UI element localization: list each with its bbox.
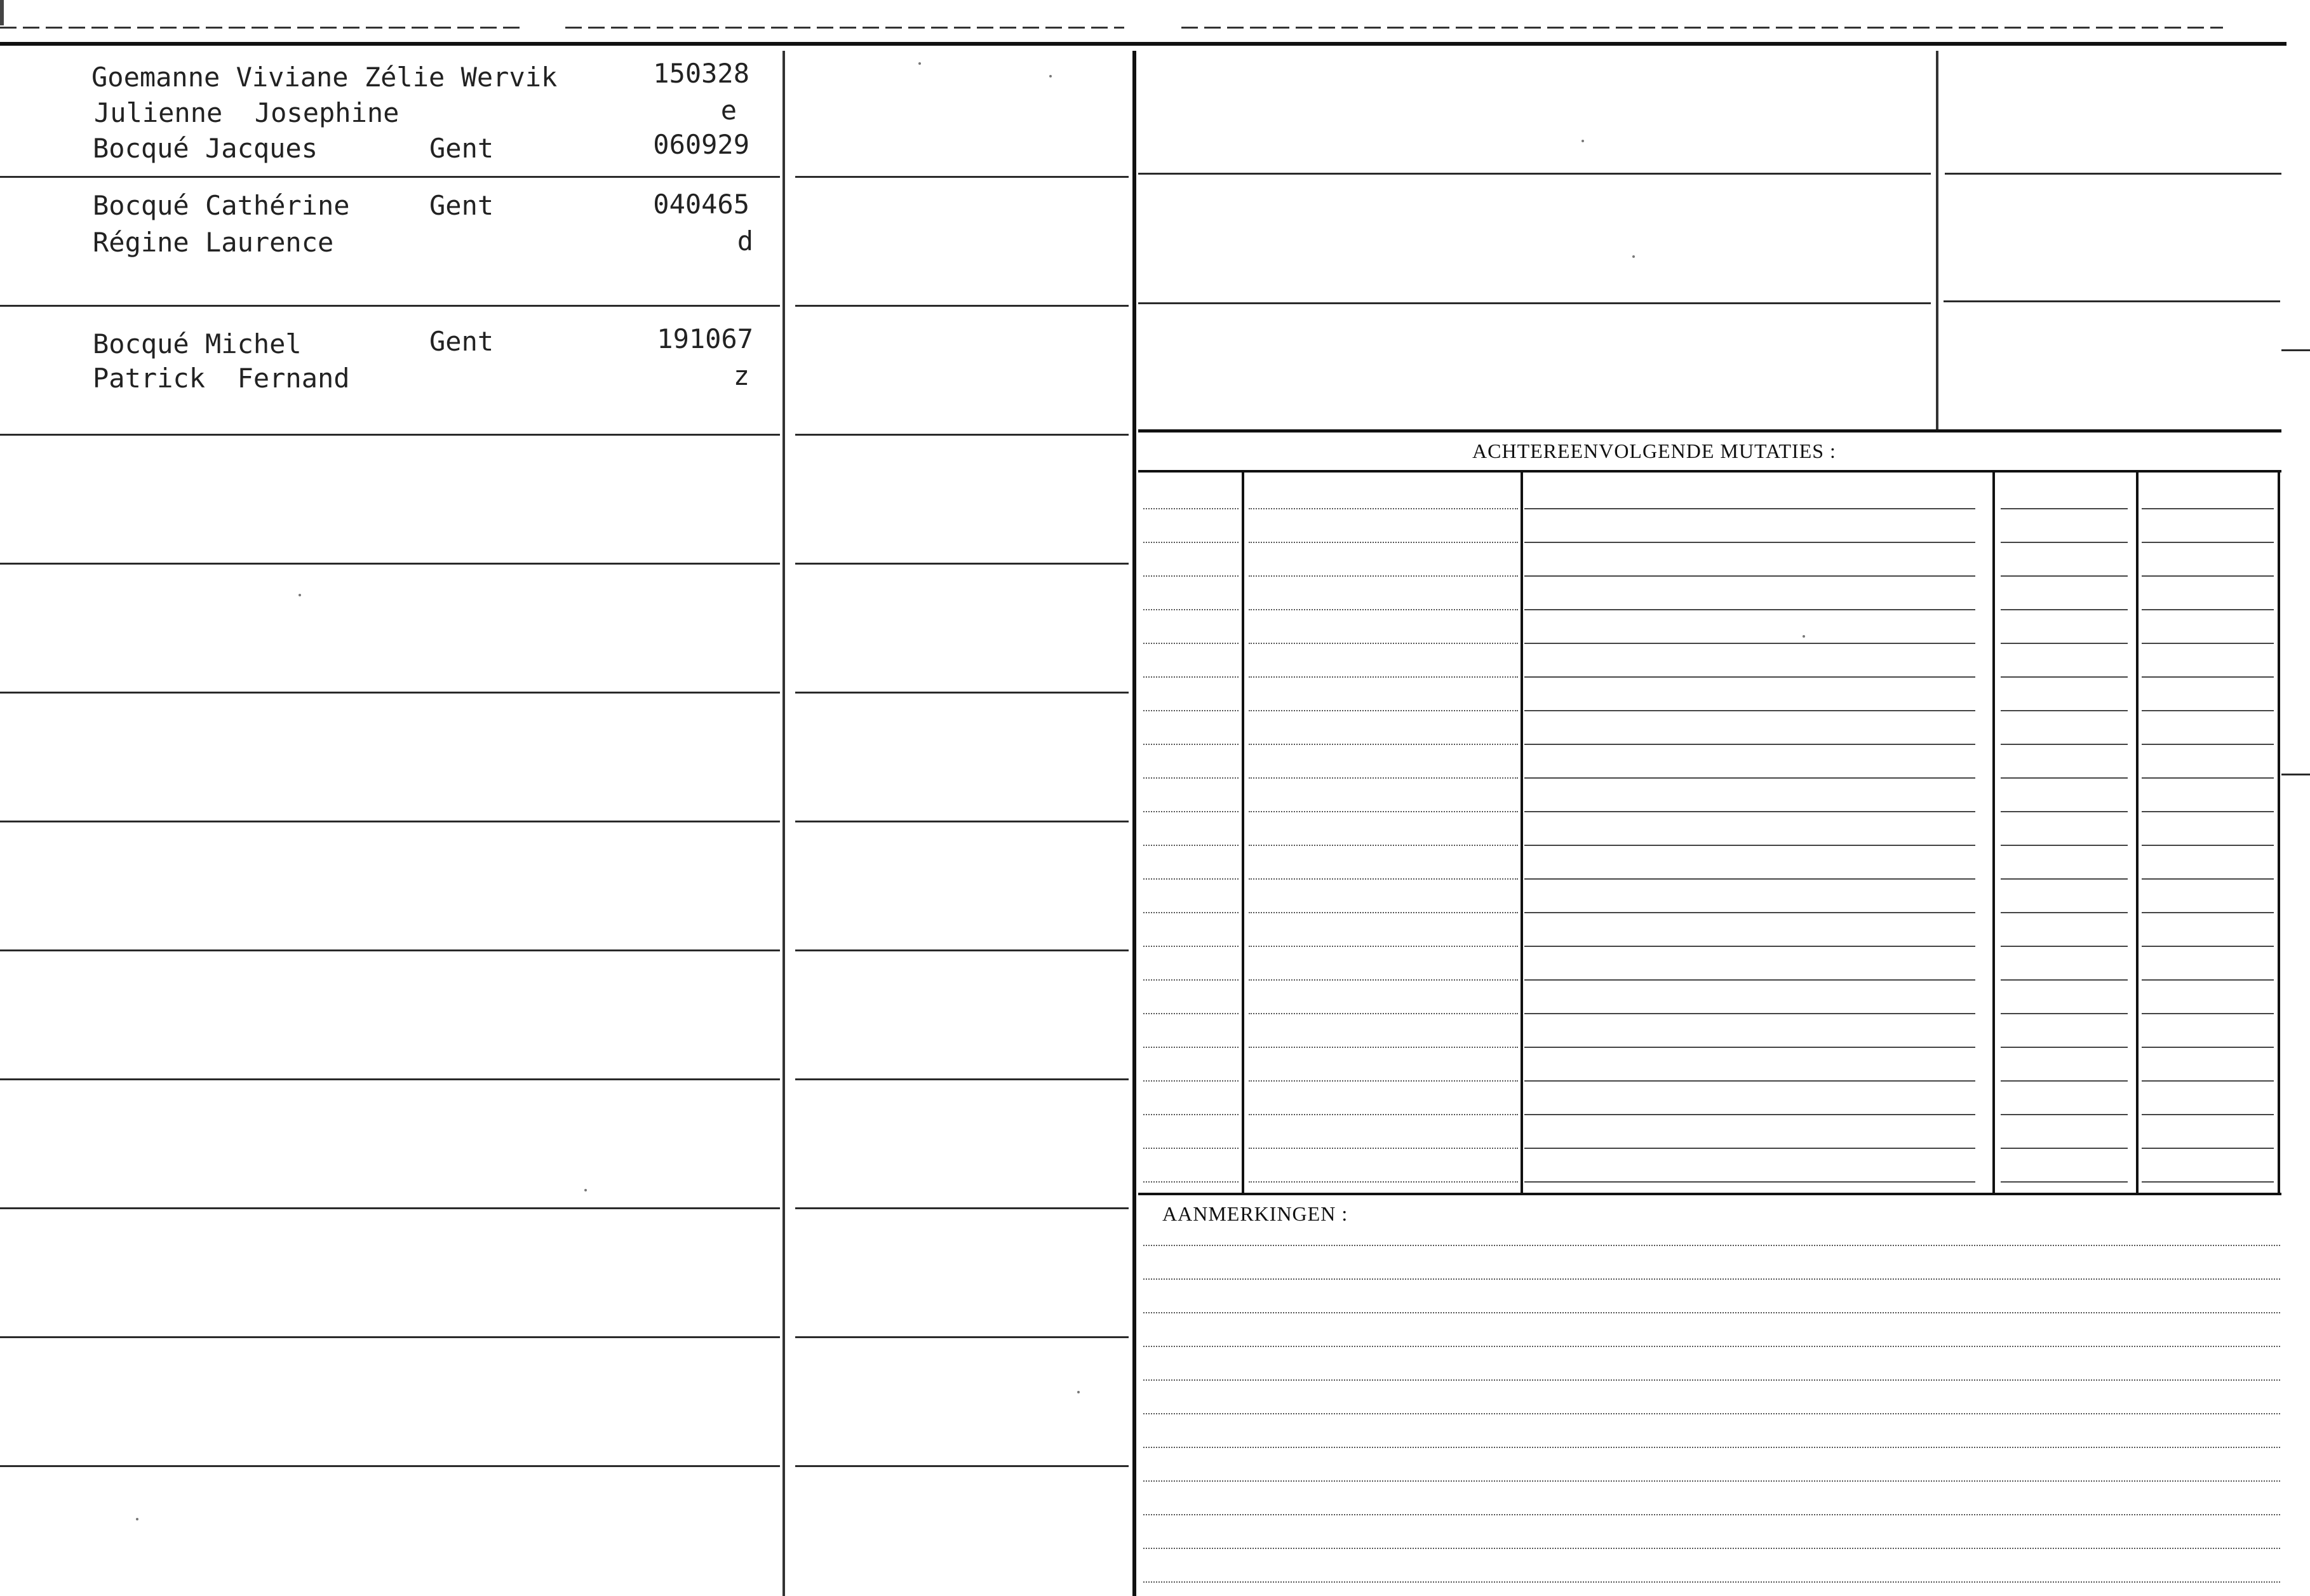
- ruled-line: [2142, 676, 2274, 678]
- ruled-line: [1143, 1413, 2280, 1414]
- entry-place: Gent: [429, 133, 494, 164]
- row-line: [0, 176, 780, 178]
- ruled-line: [1524, 575, 1975, 577]
- ruled-line: [1249, 609, 1518, 610]
- ruled-line: [1143, 1013, 1239, 1014]
- ruled-line: [2142, 1013, 2274, 1014]
- ruled-line: [1143, 1245, 2280, 1246]
- ruled-line: [2001, 609, 2128, 610]
- entry-suffix: d: [737, 225, 753, 257]
- ruled-line: [1143, 542, 1239, 543]
- ruled-line: [1143, 1480, 2280, 1482]
- ruled-line: [1143, 1447, 2280, 1448]
- top-grid-divider: [1936, 51, 1938, 432]
- ruled-line: [1524, 1080, 1975, 1082]
- ruled-line: [1143, 1346, 2280, 1347]
- ruled-line: [2001, 643, 2128, 644]
- ruled-line: [1143, 1148, 1239, 1149]
- ruled-line: [1524, 542, 1975, 543]
- ruled-line: [1143, 1312, 2280, 1313]
- ruled-line: [2001, 1013, 2128, 1014]
- mutations-bottom-rule: [1138, 1193, 2281, 1195]
- ruled-line: [2142, 609, 2274, 610]
- ruled-line: [1249, 845, 1518, 846]
- ruled-line: [1143, 575, 1239, 577]
- top-dash-segment: [0, 27, 521, 29]
- entry-name-line: Bocqué Cathérine: [93, 190, 350, 221]
- ruled-line: [1249, 1148, 1518, 1149]
- ruled-line: [2001, 1148, 2128, 1149]
- ruled-line: [1524, 609, 1975, 610]
- ruled-line: [2142, 811, 2274, 812]
- ruled-line: [2142, 575, 2274, 577]
- ruled-line: [2001, 744, 2128, 745]
- ruled-line: [1143, 609, 1239, 610]
- ruled-line: [2142, 1080, 2274, 1082]
- ruled-line: [1143, 1181, 1239, 1183]
- entry-place: Gent: [429, 326, 494, 357]
- scan-speck: [918, 62, 921, 65]
- top-dash-segment: [1181, 27, 2223, 29]
- center-divider: [1132, 51, 1136, 1596]
- ruled-line: [2001, 676, 2128, 678]
- ruled-line: [1143, 676, 1239, 678]
- ruled-line: [1249, 1047, 1518, 1048]
- ruled-line: [2001, 811, 2128, 812]
- ruled-line: [1524, 1013, 1975, 1014]
- entry-name-line: Patrick Fernand: [93, 363, 350, 394]
- ruled-line: [1249, 811, 1518, 812]
- ruled-line: [1249, 1181, 1518, 1183]
- grid-line: [1138, 302, 1931, 304]
- entry-name-line: Julienne Josephine: [94, 97, 400, 128]
- ruled-line: [1524, 777, 1975, 779]
- ruled-line: [1143, 1581, 2280, 1583]
- ruled-line: [1524, 508, 1975, 509]
- margin-tick: [2281, 349, 2310, 351]
- ruled-line: [1524, 1114, 1975, 1115]
- ruled-line: [1249, 946, 1518, 947]
- row-line: [795, 949, 1129, 951]
- ruled-line: [2001, 1047, 2128, 1048]
- ruled-line: [2142, 845, 2274, 846]
- ruled-line: [2142, 508, 2274, 509]
- ruled-line: [2001, 946, 2128, 947]
- ruled-line: [1524, 1047, 1975, 1048]
- ruled-line: [1524, 1148, 1975, 1149]
- row-line: [795, 692, 1129, 694]
- ruled-line: [1249, 1080, 1518, 1082]
- row-line: [0, 1078, 780, 1080]
- ruled-line: [1249, 508, 1518, 509]
- ruled-line: [2001, 508, 2128, 509]
- ruled-line: [1143, 1514, 2280, 1515]
- ruled-line: [2142, 1047, 2274, 1048]
- ruled-line: [1143, 1548, 2280, 1549]
- scan-speck: [1581, 140, 1584, 142]
- grid-line: [1945, 173, 2281, 175]
- ruled-line: [2001, 845, 2128, 846]
- left-column-divider: [782, 51, 785, 1596]
- entry-name-line: Régine Laurence: [93, 227, 334, 258]
- ruled-line: [1524, 744, 1975, 745]
- ruled-line: [1249, 878, 1518, 880]
- row-line: [795, 1465, 1129, 1467]
- ruled-line: [1524, 676, 1975, 678]
- ruled-line: [1524, 811, 1975, 812]
- entry-suffix: z: [733, 360, 749, 391]
- mutations-column-divider: [1992, 473, 1995, 1195]
- ruled-line: [1143, 1278, 2280, 1280]
- ruled-line: [1249, 1114, 1518, 1115]
- entry-suffix: e: [720, 95, 737, 126]
- ruled-line: [2001, 1080, 2128, 1082]
- ruled-line: [1249, 542, 1518, 543]
- row-line: [795, 176, 1129, 178]
- ruled-line: [1249, 676, 1518, 678]
- ruled-line: [1143, 710, 1239, 711]
- scan-speck: [136, 1518, 138, 1520]
- row-line: [795, 305, 1129, 307]
- entry-date: 040465: [653, 189, 749, 220]
- row-line: [795, 821, 1129, 822]
- ruled-line: [1524, 1181, 1975, 1183]
- ruled-line: [1143, 912, 1239, 913]
- ruled-line: [1143, 777, 1239, 779]
- row-line: [795, 563, 1129, 565]
- ruled-line: [2142, 643, 2274, 644]
- ruled-line: [1143, 811, 1239, 812]
- ruled-line: [1524, 912, 1975, 913]
- margin-tick: [2281, 774, 2310, 775]
- ruled-line: [2142, 1148, 2274, 1149]
- ruled-line: [2142, 1114, 2274, 1115]
- ruled-line: [1143, 1080, 1239, 1082]
- ruled-line: [1249, 912, 1518, 913]
- ruled-line: [1143, 946, 1239, 947]
- entry-name-line: Bocqué Jacques: [93, 133, 318, 164]
- ruled-line: [2001, 1181, 2128, 1183]
- ruled-line: [2001, 1114, 2128, 1115]
- ruled-line: [1249, 979, 1518, 981]
- ruled-line: [2142, 979, 2274, 981]
- mutations-right-border: [2278, 473, 2280, 1195]
- grid-line: [1138, 429, 2281, 433]
- ruled-line: [1524, 878, 1975, 880]
- ruled-line: [2001, 912, 2128, 913]
- grid-line: [1944, 300, 2280, 302]
- ruled-line: [1143, 979, 1239, 981]
- scan-speck: [299, 594, 301, 596]
- scan-speck: [1049, 75, 1052, 77]
- ruled-line: [2001, 777, 2128, 779]
- corner-mark: [0, 0, 4, 25]
- ruled-line: [2142, 710, 2274, 711]
- ruled-line: [2001, 710, 2128, 711]
- ruled-line: [1143, 1379, 2280, 1381]
- row-line: [0, 1336, 780, 1338]
- grid-line: [1138, 173, 1931, 175]
- ruled-line: [1143, 643, 1239, 644]
- ruled-line: [1524, 946, 1975, 947]
- row-line: [0, 434, 780, 436]
- row-line: [0, 949, 780, 951]
- scan-speck: [1077, 1391, 1080, 1393]
- ruled-line: [1249, 643, 1518, 644]
- mutations-top-rule: [1138, 470, 2281, 473]
- ruled-line: [2142, 878, 2274, 880]
- ruled-line: [1524, 710, 1975, 711]
- entry-date: 150328: [653, 58, 749, 89]
- ruled-line: [1249, 777, 1518, 779]
- ruled-line: [1524, 643, 1975, 644]
- top-dash-segment: [565, 27, 1124, 29]
- mutations-heading: ACHTEREENVOLGENDE MUTATIES :: [1472, 439, 1836, 462]
- ruled-line: [2142, 946, 2274, 947]
- ruled-line: [1143, 1114, 1239, 1115]
- mutations-column-divider: [2136, 473, 2139, 1195]
- scan-speck: [1803, 635, 1805, 638]
- entry-place: Gent: [429, 190, 494, 221]
- entry-date: 191067: [657, 323, 753, 354]
- mutations-column-divider: [1242, 473, 1244, 1195]
- ruled-line: [2001, 878, 2128, 880]
- remarks-heading: AANMERKINGEN :: [1162, 1202, 1348, 1225]
- row-line: [0, 692, 780, 694]
- row-line: [0, 821, 780, 822]
- row-line: [795, 1336, 1129, 1338]
- entry-name-line: Goemanne Viviane Zélie Wervik: [91, 62, 558, 93]
- ruled-line: [1143, 1047, 1239, 1048]
- row-line: [0, 1465, 780, 1467]
- ruled-line: [1143, 878, 1239, 880]
- ruled-line: [2142, 744, 2274, 745]
- ruled-line: [2142, 777, 2274, 779]
- ruled-line: [2142, 1181, 2274, 1183]
- ruled-line: [2001, 979, 2128, 981]
- ruled-line: [2142, 542, 2274, 543]
- entry-name-line: Bocqué Michel: [93, 328, 302, 359]
- ruled-line: [1524, 979, 1975, 981]
- ruled-line: [1143, 845, 1239, 846]
- scan-speck: [584, 1189, 587, 1191]
- row-line: [0, 563, 780, 565]
- top-rule: [0, 42, 2286, 46]
- ruled-line: [2142, 912, 2274, 913]
- ruled-line: [1524, 845, 1975, 846]
- mutations-column-divider: [1521, 473, 1523, 1195]
- row-line: [795, 1207, 1129, 1209]
- row-line: [795, 1078, 1129, 1080]
- row-line: [0, 305, 780, 307]
- ruled-line: [1249, 744, 1518, 745]
- ruled-line: [1143, 744, 1239, 745]
- ruled-line: [1249, 710, 1518, 711]
- ruled-line: [1143, 508, 1239, 509]
- entry-date-secondary: 060929: [653, 129, 749, 160]
- ruled-line: [2001, 542, 2128, 543]
- row-line: [0, 1207, 780, 1209]
- ruled-line: [2001, 575, 2128, 577]
- ruled-line: [1249, 575, 1518, 577]
- ruled-line: [1249, 1013, 1518, 1014]
- row-line: [795, 434, 1129, 436]
- scan-speck: [1632, 255, 1635, 258]
